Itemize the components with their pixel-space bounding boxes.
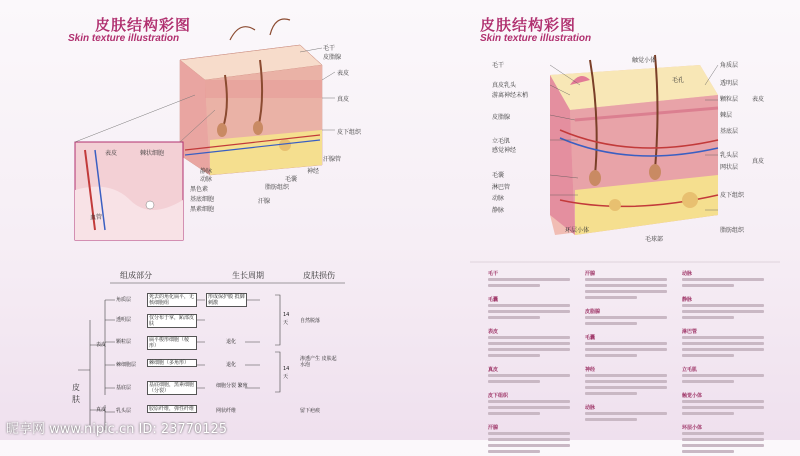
paragraph-body bbox=[682, 304, 764, 322]
cycle-days: 14 bbox=[283, 366, 290, 372]
paragraph-title: 毛囊 bbox=[585, 335, 596, 341]
paragraph-body bbox=[488, 432, 570, 456]
label-sweat-duct: 汗腺管 bbox=[323, 156, 342, 163]
label-sweat-gland: 汗腺 bbox=[258, 198, 271, 205]
paragraph-title: 动脉 bbox=[682, 271, 693, 277]
label-right: 基底层 bbox=[720, 128, 739, 135]
paragraph-body bbox=[585, 342, 667, 360]
label-hair-bulb: 毛囊 bbox=[285, 176, 298, 183]
row-damage: 渗透产生 皮肤起水泡 bbox=[300, 356, 337, 368]
label-right: 皮下组织 bbox=[720, 192, 745, 199]
paragraph-title: 皮脂腺 bbox=[585, 309, 601, 315]
label-left: 静脉 bbox=[492, 207, 505, 214]
label-epidermis: 表皮 bbox=[337, 70, 350, 77]
paragraph-title: 毛干 bbox=[488, 271, 499, 277]
row-cycle: 形成保护膜 抵御刺激 bbox=[206, 293, 247, 307]
paragraph-title: 汗腺 bbox=[585, 271, 596, 277]
paragraph-title: 触觉小体 bbox=[682, 393, 703, 399]
row-name: 透明层 bbox=[116, 317, 132, 323]
label-top: 触觉小体 bbox=[632, 57, 657, 64]
label-left: 游离神经末梢 bbox=[492, 92, 529, 99]
row-damage: 留下疤痕 bbox=[300, 408, 321, 414]
row-desc: 基底细胞，黑素细胞（分裂） bbox=[147, 381, 197, 395]
label-left: 动脉 bbox=[492, 195, 505, 202]
skin-diagram-left bbox=[0, 0, 400, 440]
row-cycle: 细胞分裂 繁殖 bbox=[216, 383, 248, 389]
row-cycle: 退化 bbox=[226, 339, 237, 345]
paragraph-title: 表皮 bbox=[488, 329, 499, 335]
row-desc: 胶原纤维，弹性纤维 bbox=[147, 405, 197, 413]
watermark: 昵享网 www.nipic.cn ID: 23770125 bbox=[6, 422, 228, 437]
cycle-days: 14 bbox=[283, 312, 290, 318]
paragraph-title: 毛囊 bbox=[488, 297, 499, 303]
label-right: 网状层 bbox=[720, 164, 739, 171]
table-side-1: 皮 bbox=[72, 383, 80, 392]
label-basal-cell: 基底细胞 bbox=[190, 196, 215, 203]
label-left: 立毛肌 bbox=[492, 138, 511, 145]
label-sebaceous-gland: 皮脂腺 bbox=[323, 54, 342, 61]
paragraph-body bbox=[585, 316, 667, 328]
table-header-damage: 皮肤损伤 bbox=[303, 271, 335, 280]
paragraph-body bbox=[585, 374, 667, 398]
left-title-cn: 皮肤结构彩图 bbox=[95, 16, 192, 34]
label-vein: 静脉 bbox=[200, 168, 213, 175]
label-dermis: 真皮 bbox=[337, 96, 350, 103]
paragraph-title: 立毛肌 bbox=[682, 367, 698, 373]
group-epidermis: 表皮 bbox=[96, 342, 107, 348]
paragraph-body bbox=[585, 278, 667, 302]
skin-block-left bbox=[180, 19, 322, 175]
row-damage: 自然脱落 bbox=[300, 318, 321, 324]
paragraph-title: 环层小体 bbox=[682, 425, 703, 431]
label-left: 真皮乳头 bbox=[492, 82, 517, 89]
row-name: 颗粒层 bbox=[116, 339, 132, 345]
table-side-2: 肤 bbox=[72, 395, 80, 404]
paragraph-body bbox=[585, 412, 667, 424]
row-name: 基底层 bbox=[116, 385, 132, 391]
label-left: 淋巴管 bbox=[492, 184, 511, 191]
label-melanocyte: 黑色素 bbox=[190, 186, 209, 193]
label-right: 角质层 bbox=[720, 62, 739, 69]
label-nerve: 神经 bbox=[307, 168, 320, 175]
cycle-days-unit: 天 bbox=[283, 320, 289, 326]
label-right: 颗粒层 bbox=[720, 96, 739, 103]
paragraph-title: 真皮 bbox=[488, 367, 499, 373]
row-name: 角质层 bbox=[116, 297, 132, 303]
row-name: 乳头层 bbox=[116, 408, 132, 414]
row-desc: 仅分布于掌，跖部皮肤 bbox=[147, 314, 197, 328]
label-fat-tissue: 脂肪组织 bbox=[265, 184, 290, 191]
inset-label-epidermis: 表皮 bbox=[105, 150, 118, 157]
row-desc: 扁平梭形细胞（棱形） bbox=[147, 336, 197, 350]
label-subcutaneous: 皮下组织 bbox=[337, 129, 362, 136]
paragraph-title: 静脉 bbox=[682, 297, 693, 303]
label-bottom: 毛球部 bbox=[645, 236, 664, 243]
paragraph-body bbox=[488, 374, 570, 386]
label-bottom: 环层小体 bbox=[565, 227, 590, 234]
paragraph-body bbox=[682, 278, 764, 290]
label-left: 毛囊 bbox=[492, 172, 505, 179]
label-group: 表皮 bbox=[752, 96, 765, 103]
table-header-cycle: 生长周期 bbox=[232, 271, 264, 280]
label-left: 毛干 bbox=[492, 62, 505, 69]
paragraph-body bbox=[488, 336, 570, 360]
paragraph-title: 动脉 bbox=[585, 405, 596, 411]
paragraph-title: 神经 bbox=[585, 367, 596, 373]
label-left: 皮脂腺 bbox=[492, 114, 511, 121]
label-right: 棘层 bbox=[720, 112, 733, 119]
left-panel bbox=[0, 0, 400, 440]
row-name: 棘细胞层 bbox=[116, 362, 137, 368]
label-right: 脂肪组织 bbox=[720, 227, 745, 234]
paragraph-body bbox=[488, 304, 570, 322]
group-dermis: 真皮 bbox=[96, 407, 107, 413]
row-desc: 死去的角化扁平，无核细胞组 bbox=[147, 293, 197, 307]
paragraph-body bbox=[682, 374, 764, 386]
cycle-days-unit: 天 bbox=[283, 374, 289, 380]
paragraph-body bbox=[488, 400, 570, 418]
right-title-en: Skin texture illustration bbox=[480, 33, 592, 44]
label-right: 乳头层 bbox=[720, 152, 739, 159]
label-group: 真皮 bbox=[752, 158, 765, 165]
label-artery: 动脉 bbox=[200, 176, 213, 183]
paragraph-title: 淋巴管 bbox=[682, 329, 698, 335]
paragraph-body bbox=[682, 336, 764, 360]
row-cycle: 退化 bbox=[226, 362, 237, 368]
paragraph-title: 汗腺 bbox=[488, 425, 499, 431]
label-melanin-cell: 黑素细胞 bbox=[190, 206, 215, 213]
inset-label-spinous: 棘状细胞 bbox=[140, 150, 165, 157]
row-desc: 棘细胞（多角形） bbox=[147, 359, 197, 367]
right-title-cn: 皮肤结构彩图 bbox=[480, 16, 577, 34]
inset-label-blood: 血管 bbox=[90, 214, 103, 221]
label-right: 透明层 bbox=[720, 80, 739, 87]
label-top: 毛孔 bbox=[672, 77, 685, 84]
paragraph-body bbox=[682, 400, 764, 418]
paragraph-body bbox=[682, 432, 764, 456]
row-cycle: 网状纤维 bbox=[216, 408, 237, 414]
label-left: 感觉神经 bbox=[492, 147, 517, 154]
left-title-en: Skin texture illustration bbox=[68, 33, 180, 44]
table-header-composition: 组成部分 bbox=[120, 271, 152, 280]
paragraph-body bbox=[488, 278, 570, 290]
label-hair-shaft: 毛干 bbox=[323, 45, 336, 52]
paragraph-title: 皮下组织 bbox=[488, 393, 509, 399]
